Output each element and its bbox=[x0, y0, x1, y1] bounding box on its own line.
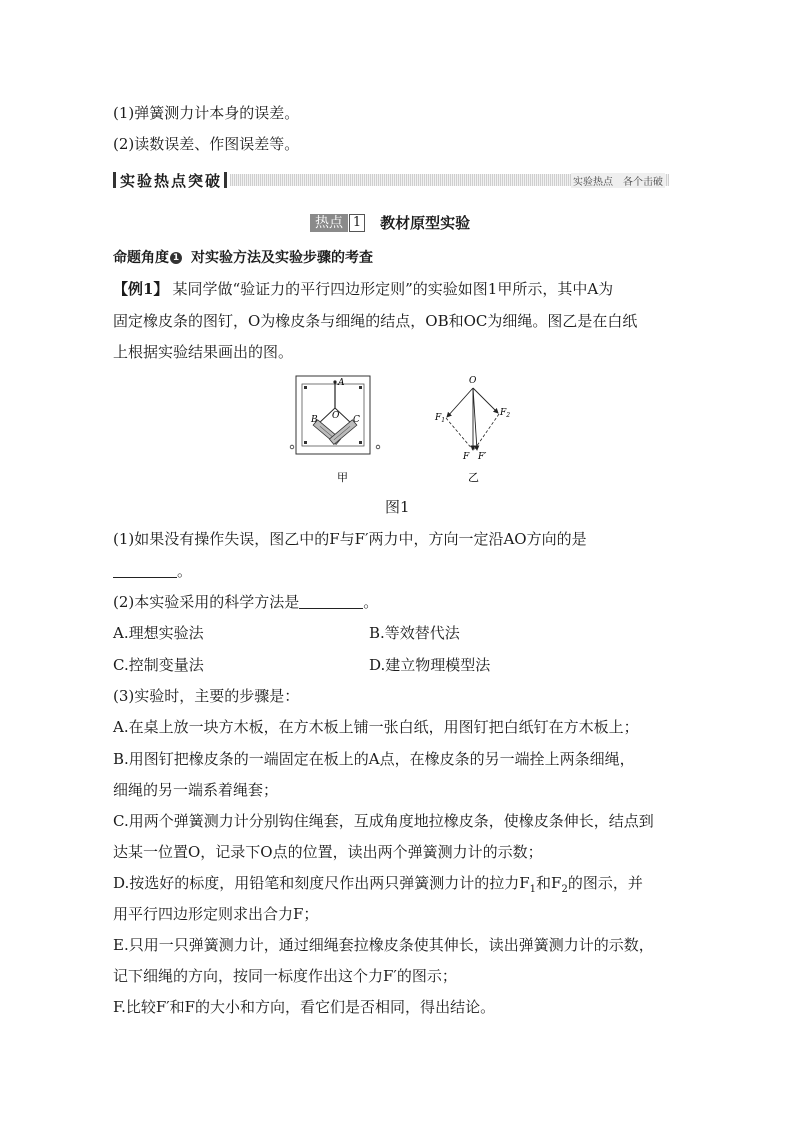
section-title: 实验热点突破 bbox=[120, 172, 223, 190]
answer-blank-2[interactable] bbox=[299, 594, 363, 609]
pin-a bbox=[333, 380, 336, 383]
label-o-left: O bbox=[332, 411, 340, 421]
proposition-angle bbox=[113, 248, 373, 268]
hotspot-number: 1 bbox=[349, 214, 365, 232]
parallelogram-side-left bbox=[446, 418, 473, 450]
q3-step-c-1: C.用两个弹簧测力计分别钩住绳套，互成角度地拉橡皮条，使橡皮条伸长，结点到 bbox=[113, 812, 654, 830]
q1-line-2 bbox=[113, 561, 192, 581]
label-f-prime: F′ bbox=[478, 452, 487, 462]
section-tag: 实验热点 各个击破 bbox=[571, 173, 665, 188]
label-b: B bbox=[311, 415, 318, 425]
q2-tail: 。 bbox=[363, 593, 379, 611]
q3-step-d-2: 用平行四边形定则求出合力F； bbox=[113, 905, 319, 923]
hotspot-label: 热点 bbox=[310, 214, 348, 232]
example-line-3: 上根据实验结果画出的图。 bbox=[113, 343, 294, 361]
angle-prefix: 命题角度 bbox=[113, 250, 169, 266]
section-bar-divider bbox=[224, 172, 227, 188]
q3-step-c-2: 达某一位置O，记录下O点的位置，读出两个弹簧测力计的示数； bbox=[113, 843, 543, 861]
caption-right: 乙 bbox=[468, 471, 479, 484]
q3-step-e-1: E.只用一只弹簧测力计，通过细绳套拉橡皮条使其伸长，读出弹簧测力计的示数， bbox=[113, 936, 654, 954]
hotspot-title: 教材原型实验 bbox=[380, 214, 471, 232]
example-line-2: 固定橡皮条的图钉，O为橡皮条与细绳的结点，OB和OC为细绳。图乙是在白纸 bbox=[113, 312, 638, 330]
q2-line bbox=[113, 592, 378, 612]
example-line-1 bbox=[113, 279, 613, 299]
hotspot-heading bbox=[310, 212, 470, 232]
q2-option-d: D.建立物理模型法 bbox=[369, 656, 491, 674]
q2-text: (2)本实验采用的科学方法是 bbox=[113, 593, 300, 611]
q3-step-d-sub-2: 2 bbox=[561, 884, 568, 895]
q3-step-d-1 bbox=[113, 873, 643, 900]
q1-line-1: (1)如果没有操作失误，图乙中的F与F′两力中，方向一定沿AO方向的是 bbox=[113, 530, 587, 548]
q1-tail: 。 bbox=[177, 562, 193, 580]
label-f: F bbox=[463, 452, 470, 462]
q3-intro: (3)实验时，主要的步骤是： bbox=[113, 687, 300, 705]
angle-number-badge: 1 bbox=[170, 252, 182, 264]
q3-step-f: F.比较F′和F的大小和方向，看它们是否相同，得出结论。 bbox=[113, 998, 496, 1016]
vector-f1 bbox=[447, 388, 473, 417]
label-a: A bbox=[338, 378, 345, 388]
vector-f2 bbox=[473, 388, 498, 413]
answer-blank-1[interactable] bbox=[113, 563, 177, 578]
section-bar-left-edge bbox=[113, 172, 116, 188]
q2-option-a: A.理想实验法 bbox=[113, 624, 204, 642]
label-c: C bbox=[353, 415, 360, 425]
figure-right-force-diagram bbox=[434, 376, 510, 484]
figure-1 bbox=[280, 370, 540, 490]
q3-step-e-2: 记下细绳的方向，按同一标度作出这个力F′的图示； bbox=[113, 967, 457, 985]
q3-step-d-text-a: D.按选好的标度，用铅笔和刻度尺作出两只弹簧测力计的拉力F bbox=[113, 874, 530, 892]
example-text-1: 某同学做“验证力的平行四边形定则”的实验如图1甲所示，其中A为 bbox=[172, 280, 614, 298]
section-header-bar bbox=[113, 171, 669, 189]
q3-step-b-2: 细绳的另一端系着绳套； bbox=[113, 781, 279, 799]
label-f1: $F_1$ bbox=[435, 413, 446, 424]
figure-left-apparatus bbox=[290, 376, 380, 484]
angle-text: 对实验方法及实验步骤的考查 bbox=[191, 250, 373, 266]
q3-step-d-sub-1: 1 bbox=[529, 884, 537, 895]
q2-option-c: C.控制变量法 bbox=[113, 656, 204, 674]
label-f2: $F_2$ bbox=[500, 408, 511, 419]
caption-left: 甲 bbox=[337, 471, 348, 484]
vector-f-prime bbox=[473, 388, 477, 450]
intro-line-1: (1)弹簧测力计本身的误差。 bbox=[113, 104, 300, 122]
q3-step-a: A.在桌上放一块方木板，在方木板上铺一张白纸，用图钉把白纸钉在方木板上； bbox=[113, 718, 639, 736]
q3-step-d-text-c: 的图示，并 bbox=[567, 874, 643, 892]
figure-caption: 图1 bbox=[385, 498, 410, 516]
parallelogram-side-right bbox=[474, 414, 499, 450]
q3-step-b-1: B.用图钉把橡皮条的一端固定在板上的A点，在橡皮条的另一端拴上两条细绳， bbox=[113, 750, 635, 768]
label-o-right: O bbox=[469, 376, 477, 386]
example-label: 【例1】 bbox=[113, 280, 169, 298]
q2-option-b: B.等效替代法 bbox=[369, 624, 460, 642]
figure-1-drawing bbox=[280, 370, 540, 490]
intro-line-2: (2)读数误差、作图误差等。 bbox=[113, 135, 300, 153]
q3-step-d-text-b: 和F bbox=[536, 874, 562, 892]
